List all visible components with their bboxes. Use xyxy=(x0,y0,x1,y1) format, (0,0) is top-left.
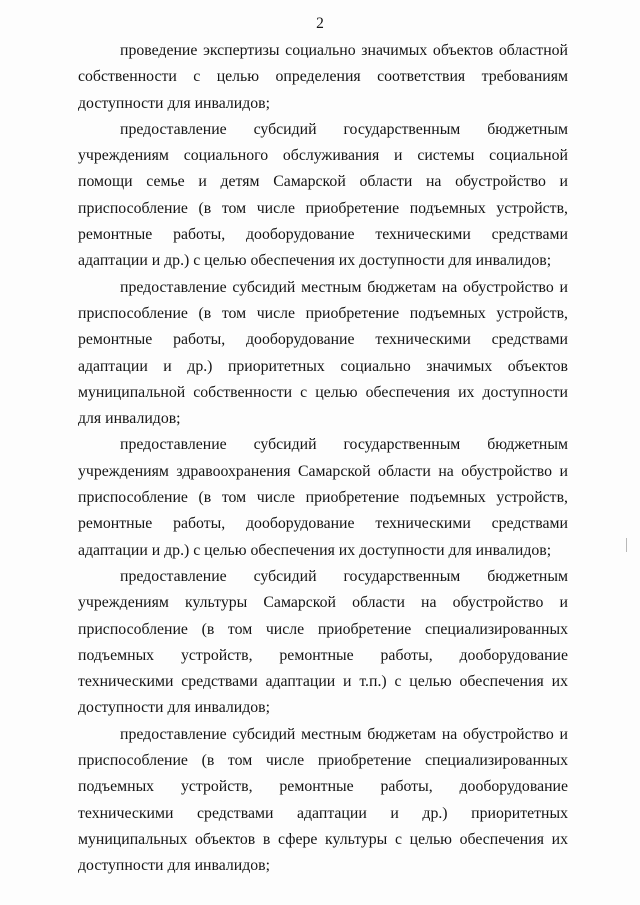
document-body xyxy=(78,38,568,880)
paragraph-culture-subsidies: предоставление субсидий государственным бюджетным учреждениям культуры Самарской области на обустройство и приспособление (в том числе приобретение специализированных подъемных устройств, ремонтные работы, дооборудование техническими средствами адаптации и т.п.) с целью обеспечения их доступности для инвалидов; xyxy=(78,567,568,717)
paragraph-healthcare-subsidies: предоставление субсидий государственным бюджетным учреждениям здравоохранения Самарской области на обустройство и приспособление (в том числе приобретение подъемных устройств, ремонтные работы, дооборудование техническими средствами адаптации и др.) с целью обеспечения их доступности для инвалидов; xyxy=(78,436,568,559)
page-number: 2 xyxy=(316,15,324,32)
paragraph-municipal-subsidies: предоставление субсидий местным бюджетам на обустройство и приспособление (в том числе приобретение подъемных устройств, ремонтные работы, дооборудование техническими средствами адаптации и др.) приоритетных социально значимых объектов муниципальной собственности с целью обеспечения их доступности для инвалидов; xyxy=(78,278,568,428)
paragraph-expertise: проведение экспертизы социально значимых объектов областной собственности с целью определения соответствия требованиям доступности для инвалидов; xyxy=(78,42,568,112)
paragraph-municipal-culture-subsidies: предоставление субсидий местным бюджетам на обустройство и приспособление (в том числе приобретение специализированных подъемных устройств, ремонтные работы, дооборудование техническими средствами адаптации и др.) приоритетных муниципальных объектов в сфере культуры с целью обеспечения их доступности для инвалидов; xyxy=(78,725,568,875)
scan-margin-mark xyxy=(626,538,627,552)
paragraph-social-services-subsidies: предоставление субсидий государственным бюджетным учреждениям социального обслуживания и системы социальной помощи семье и детям Самарской области на обустройство и приспособление (в том числе приобретение подъемных устройств, ремонтные работы, дооборудование техническими средствами адаптации и др.) с целью обеспечения их доступности для инвалидов; xyxy=(78,120,568,270)
